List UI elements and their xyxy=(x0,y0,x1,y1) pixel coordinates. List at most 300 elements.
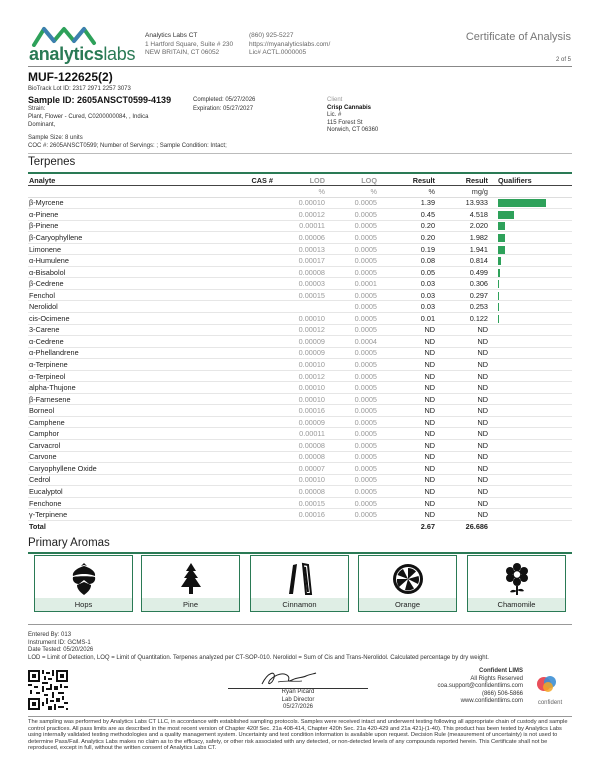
result-pct-cell: ND xyxy=(377,336,435,348)
lod-cell: 0.00010 xyxy=(273,197,325,209)
total-mg: 26.686 xyxy=(435,520,488,532)
unit-lod: % xyxy=(273,186,325,198)
lod-cell: 0.00008 xyxy=(273,440,325,452)
cas-cell xyxy=(218,359,273,371)
result-pct-cell: 0.03 xyxy=(377,289,435,301)
result-mg-cell: 0.297 xyxy=(435,289,488,301)
result-pct-cell: ND xyxy=(377,324,435,336)
unit-result-mg: mg/g xyxy=(435,186,488,198)
cas-cell xyxy=(218,255,273,267)
sample-id: Sample ID: 2605ANSCT0599-4139 xyxy=(28,95,172,105)
cas-cell xyxy=(218,278,273,290)
cas-cell xyxy=(218,393,273,405)
confident-website[interactable]: www.confidentlims.com xyxy=(460,698,523,704)
aroma-card-orange xyxy=(358,555,457,612)
confident-lims-info xyxy=(438,668,523,706)
orange-slice-icon xyxy=(391,562,425,601)
qualifier-cell xyxy=(488,278,572,290)
lod-cell: 0.00015 xyxy=(273,289,325,301)
result-mg-cell: 1.982 xyxy=(435,232,488,244)
lod-cell: 0.00010 xyxy=(273,393,325,405)
qualifier-cell xyxy=(488,428,572,440)
result-mg-cell: ND xyxy=(435,382,488,394)
analyte-cell: α-Humulene xyxy=(28,255,218,267)
result-pct-cell: 0.03 xyxy=(377,278,435,290)
qualifier-cell xyxy=(488,463,572,475)
col-analyte: Analyte xyxy=(28,176,218,186)
analyte-cell: β-Myrcene xyxy=(28,197,218,209)
analyte-cell: alpha-Thujone xyxy=(28,382,218,394)
cas-cell xyxy=(218,289,273,301)
qualifier-cell xyxy=(488,416,572,428)
loq-cell: 0.0005 xyxy=(325,451,377,463)
result-mg-cell: ND xyxy=(435,463,488,475)
lod-cell xyxy=(273,301,325,313)
analyte-cell: Fenchol xyxy=(28,289,218,301)
confident-logo-icon xyxy=(530,674,570,694)
qualifier-cell xyxy=(488,289,572,301)
qualifier-cell xyxy=(488,266,572,278)
loq-cell: 0.0005 xyxy=(325,197,377,209)
client-block xyxy=(327,97,378,135)
loq-cell: 0.0005 xyxy=(325,463,377,475)
result-pct-cell: 0.20 xyxy=(377,232,435,244)
table-row xyxy=(28,347,572,359)
loq-cell: 0.0005 xyxy=(325,301,377,313)
company-website[interactable]: https://myanalyticslabs.com/ xyxy=(249,40,331,48)
qualifier-cell xyxy=(488,393,572,405)
company-city: NEW BRITAIN, CT 06052 xyxy=(145,49,220,56)
result-pct-cell: ND xyxy=(377,440,435,452)
concentration-bar xyxy=(498,211,514,219)
test-meta xyxy=(28,632,489,662)
coc-info: COC #: 2605ANSCT0599; Number of Servings: ; Sample Condition: Intact; xyxy=(28,143,227,149)
table-row xyxy=(28,440,572,452)
cinnamon-icon xyxy=(287,562,313,601)
signer-block xyxy=(228,689,368,712)
lod-cell: 0.00008 xyxy=(273,451,325,463)
analyte-cell: β-Cedrene xyxy=(28,278,218,290)
company-phone: (860) 925-5227 xyxy=(249,32,294,39)
table-row xyxy=(28,416,572,428)
cas-cell xyxy=(218,382,273,394)
analyte-cell: cis-Ocimene xyxy=(28,313,218,325)
sample-code: MUF-122625(2) xyxy=(28,70,113,84)
unit-result-pct: % xyxy=(377,186,435,198)
chamomile-flower-icon xyxy=(504,562,530,601)
result-pct-cell: 1.39 xyxy=(377,197,435,209)
analyte-cell: Nerolidol xyxy=(28,301,218,313)
aroma-label-pine: Pine xyxy=(142,598,239,611)
cas-cell xyxy=(218,313,273,325)
result-pct-cell: 0.01 xyxy=(377,313,435,325)
cas-cell xyxy=(218,347,273,359)
result-pct-cell: 0.03 xyxy=(377,301,435,313)
result-pct-cell: ND xyxy=(377,428,435,440)
col-qualifiers: Qualifiers xyxy=(488,176,572,186)
lod-cell: 0.00009 xyxy=(273,347,325,359)
concentration-bar xyxy=(498,280,499,288)
analyte-cell: α-Terpineol xyxy=(28,370,218,382)
cas-cell xyxy=(218,405,273,417)
lod-cell: 0.00013 xyxy=(273,243,325,255)
confident-phone: (866) 506-5866 xyxy=(481,690,523,697)
qualifier-cell xyxy=(488,232,572,244)
lod-cell: 0.00010 xyxy=(273,474,325,486)
result-mg-cell: 4.518 xyxy=(435,209,488,221)
table-row xyxy=(28,451,572,463)
cas-cell xyxy=(218,486,273,498)
result-pct-cell: ND xyxy=(377,509,435,521)
cas-cell xyxy=(218,428,273,440)
table-row xyxy=(28,197,572,209)
total-lod xyxy=(273,520,325,532)
total-cas xyxy=(218,520,273,532)
entered-by: Entered By: 013 xyxy=(28,632,72,638)
lod-cell: 0.00010 xyxy=(273,359,325,371)
concentration-bar xyxy=(498,257,501,265)
qualifier-cell xyxy=(488,243,572,255)
loq-cell: 0.0005 xyxy=(325,440,377,452)
result-mg-cell: ND xyxy=(435,405,488,417)
biotrack-lot-id: BioTrack Lot ID: 2317 2971 2257 3073 xyxy=(28,86,131,92)
analyte-cell: Camphor xyxy=(28,428,218,440)
lod-cell: 0.00003 xyxy=(273,278,325,290)
col-cas: CAS # xyxy=(218,176,273,186)
result-mg-cell: 0.814 xyxy=(435,255,488,267)
cas-cell xyxy=(218,209,273,221)
result-pct-cell: ND xyxy=(377,451,435,463)
client-address-2: Norwich, CT 06360 xyxy=(327,127,379,133)
table-row xyxy=(28,428,572,440)
cas-cell xyxy=(218,220,273,232)
analyte-cell: Cedrol xyxy=(28,474,218,486)
result-pct-cell: 0.20 xyxy=(377,220,435,232)
result-pct-cell: 0.45 xyxy=(377,209,435,221)
total-row xyxy=(28,520,572,532)
confident-logo xyxy=(530,674,570,704)
loq-cell: 0.0005 xyxy=(325,220,377,232)
qualifier-cell xyxy=(488,440,572,452)
company-license: Lic# ACTL.0000005 xyxy=(249,49,307,56)
cas-cell xyxy=(218,509,273,521)
qualifier-cell xyxy=(488,497,572,509)
cas-cell xyxy=(218,232,273,244)
result-mg-cell: ND xyxy=(435,474,488,486)
concentration-bar xyxy=(498,303,499,311)
result-pct-cell: ND xyxy=(377,382,435,394)
lod-cell: 0.00008 xyxy=(273,486,325,498)
result-pct-cell: ND xyxy=(377,463,435,475)
table-row xyxy=(28,336,572,348)
analyte-cell: γ-Terpinene xyxy=(28,509,218,521)
table-row xyxy=(28,232,572,244)
loq-cell: 0.0005 xyxy=(325,428,377,440)
qualifier-cell xyxy=(488,382,572,394)
result-pct-cell: 0.19 xyxy=(377,243,435,255)
analyte-cell: α-Terpinene xyxy=(28,359,218,371)
qualifier-cell xyxy=(488,301,572,313)
total-label: Total xyxy=(28,520,218,532)
qualifier-cell xyxy=(488,359,572,371)
loq-cell: 0.0005 xyxy=(325,416,377,428)
cas-cell xyxy=(218,474,273,486)
analyte-cell: α-Phellandrene xyxy=(28,347,218,359)
analyte-cell: Camphene xyxy=(28,416,218,428)
result-pct-cell: ND xyxy=(377,405,435,417)
aroma-label-orange: Orange xyxy=(359,598,456,611)
lod-cell: 0.00011 xyxy=(273,220,325,232)
result-mg-cell: ND xyxy=(435,497,488,509)
loq-cell: 0.0005 xyxy=(325,405,377,417)
lod-cell: 0.00012 xyxy=(273,370,325,382)
analyte-cell: β-Farnesene xyxy=(28,393,218,405)
qualifier-cell xyxy=(488,347,572,359)
cas-cell xyxy=(218,463,273,475)
table-row xyxy=(28,289,572,301)
cas-cell xyxy=(218,266,273,278)
cas-cell xyxy=(218,336,273,348)
loq-cell: 0.0005 xyxy=(325,313,377,325)
cas-cell xyxy=(218,440,273,452)
loq-cell: 0.0005 xyxy=(325,497,377,509)
concentration-bar xyxy=(498,222,505,230)
table-row xyxy=(28,463,572,475)
disclaimer: The sampling was performed by Analytics Labs CT LLC, in accordance with established sampling protocols. Samples were received intact and underwent testing following all appropriate chain of custody and sample control practices. All pass limits are as described in the most recent version of Chapter 420f Sec. 21a 408-414, Chapter 420h Sec. 21a 420-429 and 21a 421j-(1-40). This product has been tested by Analytics Labs using internally validated testing methodologies and a quality management system. Uncertainty and test condition information is available upon request. Decision Rule (measurement of uncertainty) is not used to determine Pass/Fail. Analytics Labs makes no claim as to the efficacy, safety, or other risk associated with any detected, or non-detected levels of any compounds reported herein. This Certificate shall not be reproduced, except in full, without the written consent of Analytics Labs CT. xyxy=(28,719,568,752)
cas-cell xyxy=(218,497,273,509)
loq-cell: 0.0005 xyxy=(325,209,377,221)
table-row xyxy=(28,220,572,232)
units-row xyxy=(28,186,572,198)
lod-cell: 0.00011 xyxy=(273,428,325,440)
result-mg-cell: ND xyxy=(435,393,488,405)
analyte-cell: α-Pinene xyxy=(28,209,218,221)
result-mg-cell: 0.306 xyxy=(435,278,488,290)
result-mg-cell: ND xyxy=(435,416,488,428)
qualifier-cell xyxy=(488,509,572,521)
client-name: Crisp Cannabis xyxy=(327,104,372,111)
analyte-cell: Borneol xyxy=(28,405,218,417)
sample-matrix: Plant, Flower - Cured, C0200000084, , Indica xyxy=(28,114,149,120)
result-pct-cell: ND xyxy=(377,416,435,428)
qr-code[interactable] xyxy=(28,670,68,710)
hops-icon xyxy=(69,562,99,601)
company-logo-text: analyticslabs xyxy=(29,44,136,64)
qualifier-cell xyxy=(488,486,572,498)
analyte-cell: Limonene xyxy=(28,243,218,255)
result-pct-cell: ND xyxy=(377,359,435,371)
lod-cell: 0.00016 xyxy=(273,509,325,521)
company-contact xyxy=(249,32,330,58)
result-pct-cell: ND xyxy=(377,370,435,382)
analyte-cell: Fenchone xyxy=(28,497,218,509)
analyte-cell: 3-Carene xyxy=(28,324,218,336)
result-pct-cell: ND xyxy=(377,474,435,486)
result-mg-cell: ND xyxy=(435,370,488,382)
table-header-row xyxy=(28,176,572,186)
loq-cell: 0.0005 xyxy=(325,486,377,498)
client-address-1: 115 Forest St xyxy=(327,119,363,126)
result-pct-cell: 0.05 xyxy=(377,266,435,278)
sample-size: Sample Size: 8 units xyxy=(28,135,83,141)
aroma-card-pine xyxy=(141,555,240,612)
qualifier-cell xyxy=(488,220,572,232)
lod-cell: 0.00007 xyxy=(273,463,325,475)
table-row xyxy=(28,243,572,255)
lod-cell: 0.00015 xyxy=(273,497,325,509)
qualifier-cell xyxy=(488,255,572,267)
loq-cell: 0.0001 xyxy=(325,278,377,290)
table-row xyxy=(28,370,572,382)
lod-cell: 0.00017 xyxy=(273,255,325,267)
table-row xyxy=(28,393,572,405)
lod-cell: 0.00008 xyxy=(273,266,325,278)
result-mg-cell: 0.499 xyxy=(435,266,488,278)
lod-cell: 0.00009 xyxy=(273,416,325,428)
confident-rights: All Rights Reserved xyxy=(470,675,523,682)
cas-cell xyxy=(218,370,273,382)
strain: Strain: xyxy=(28,106,46,112)
completed-date: Completed: 05/27/2026 xyxy=(193,97,256,103)
concentration-bar xyxy=(498,246,505,254)
table-row xyxy=(28,255,572,267)
aromas-section-title: Primary Aromas xyxy=(28,537,110,549)
table-row xyxy=(28,209,572,221)
unit-loq: % xyxy=(325,186,377,198)
signer-name: Ryan Picard xyxy=(281,689,315,695)
loq-cell: 0.0005 xyxy=(325,370,377,382)
aroma-card-chamomile xyxy=(467,555,566,612)
table-row xyxy=(28,382,572,394)
analyte-cell: α-Cedrene xyxy=(28,336,218,348)
analyte-cell: α-Bisabolol xyxy=(28,266,218,278)
aroma-label-cinnamon: Cinnamon xyxy=(251,598,348,611)
result-pct-cell: ND xyxy=(377,347,435,359)
lod-cell: 0.00012 xyxy=(273,324,325,336)
result-pct-cell: ND xyxy=(377,486,435,498)
lod-cell: 0.00006 xyxy=(273,232,325,244)
signer-title: Lab Director xyxy=(281,696,315,703)
analyte-cell: Carvacrol xyxy=(28,440,218,452)
client-license: Lic. # xyxy=(327,112,342,118)
analyte-cell: β-Caryophyllene xyxy=(28,232,218,244)
loq-cell: 0.0005 xyxy=(325,243,377,255)
table-row xyxy=(28,486,572,498)
table-row xyxy=(28,359,572,371)
table-row xyxy=(28,474,572,486)
qualifier-cell xyxy=(488,336,572,348)
lod-cell: 0.00010 xyxy=(273,382,325,394)
qualifier-cell xyxy=(488,197,572,209)
result-pct-cell: ND xyxy=(377,393,435,405)
cas-cell xyxy=(218,324,273,336)
analyte-cell: β-Pinene xyxy=(28,220,218,232)
result-mg-cell: ND xyxy=(435,486,488,498)
date-tested: Date Tested: 05/20/2026 xyxy=(28,647,94,653)
loq-cell: 0.0004 xyxy=(325,336,377,348)
client-label: Client xyxy=(327,97,343,103)
result-pct-cell: ND xyxy=(377,497,435,509)
total-pct: 2.67 xyxy=(377,520,435,532)
page-number: 2 of 5 xyxy=(555,57,571,63)
analyte-cell: Eucalyptol xyxy=(28,486,218,498)
result-mg-cell: 13.933 xyxy=(435,197,488,209)
qualifier-cell xyxy=(488,324,572,336)
col-result-pct: Result xyxy=(377,176,435,186)
table-row xyxy=(28,509,572,521)
analyte-cell: Caryophyllene Oxide xyxy=(28,463,218,475)
total-q xyxy=(488,520,572,532)
instrument-id: Instrument ID: GCMS-1 xyxy=(28,639,91,646)
expiration-date: Expiration: 05/27/2027 xyxy=(193,106,254,112)
pine-tree-icon xyxy=(179,562,203,601)
concentration-bar xyxy=(498,292,499,300)
qualifier-cell xyxy=(488,474,572,486)
lod-cell: 0.00012 xyxy=(273,209,325,221)
concentration-bar xyxy=(498,199,546,207)
table-row xyxy=(28,497,572,509)
cas-cell xyxy=(218,416,273,428)
loq-cell: 0.0005 xyxy=(325,255,377,267)
table-row xyxy=(28,278,572,290)
loq-cell: 0.0005 xyxy=(325,359,377,371)
analyte-cell: Carvone xyxy=(28,451,218,463)
confident-lims-name: Confident LIMS xyxy=(479,668,523,674)
loq-cell: 0.0005 xyxy=(325,474,377,486)
result-pct-cell: 0.08 xyxy=(377,255,435,267)
qualifier-cell xyxy=(488,451,572,463)
lod-cell: 0.00010 xyxy=(273,313,325,325)
total-loq xyxy=(325,520,377,532)
cas-cell xyxy=(218,301,273,313)
result-mg-cell: ND xyxy=(435,347,488,359)
confident-email[interactable]: coa.support@confidentlims.com xyxy=(437,683,523,689)
result-mg-cell: ND xyxy=(435,359,488,371)
col-loq: LOQ xyxy=(325,176,377,186)
loq-cell: 0.0005 xyxy=(325,324,377,336)
result-mg-cell: ND xyxy=(435,336,488,348)
result-mg-cell: ND xyxy=(435,509,488,521)
qualifier-cell xyxy=(488,405,572,417)
result-mg-cell: 0.122 xyxy=(435,313,488,325)
result-mg-cell: ND xyxy=(435,324,488,336)
terpenes-section-title: Terpenes xyxy=(28,156,76,168)
concentration-bar xyxy=(498,315,499,323)
loq-cell: 0.0005 xyxy=(325,382,377,394)
lod-cell: 0.00016 xyxy=(273,405,325,417)
loq-cell: 0.0005 xyxy=(325,347,377,359)
result-mg-cell: 2.020 xyxy=(435,220,488,232)
cas-cell xyxy=(218,243,273,255)
table-row xyxy=(28,301,572,313)
table-row xyxy=(28,324,572,336)
result-mg-cell: ND xyxy=(435,428,488,440)
loq-cell: 0.0005 xyxy=(325,393,377,405)
col-lod: LOD xyxy=(273,176,325,186)
confident-logo-text: confident xyxy=(537,700,563,706)
table-row xyxy=(28,266,572,278)
aroma-label-hops: Hops xyxy=(35,598,132,611)
col-result-mg: Result xyxy=(435,176,488,186)
aroma-card-cinnamon xyxy=(250,555,349,612)
result-mg-cell: ND xyxy=(435,451,488,463)
concentration-bar xyxy=(498,234,505,242)
terpenes-table xyxy=(28,176,572,532)
signer-date: 05/27/2026 xyxy=(282,704,314,710)
aroma-card-hops xyxy=(34,555,133,612)
company-street: 1 Hartford Square, Suite # 230 xyxy=(145,40,234,48)
table-row xyxy=(28,313,572,325)
